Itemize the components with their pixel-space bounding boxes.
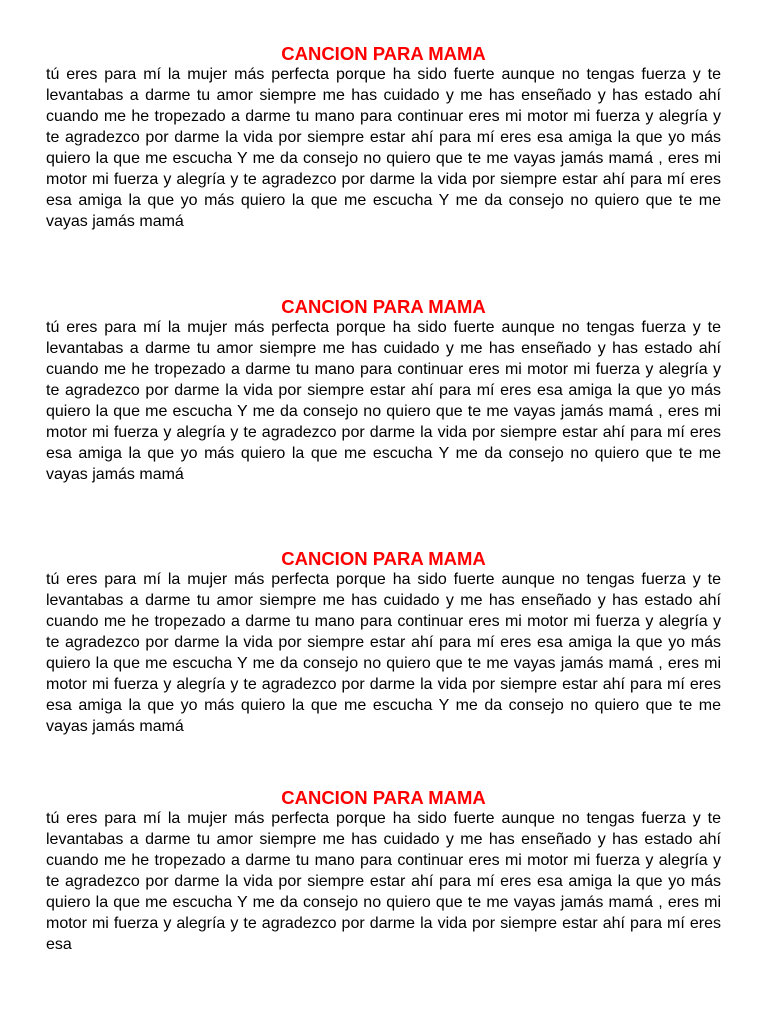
document-page [46, 0, 721, 1024]
section-title: CANCION PARA MAMA [281, 43, 486, 64]
section-title: CANCION PARA MAMA [281, 548, 486, 569]
section-body: tú eres para mí la mujer más perfecta porque ha sido fuerte aunque no tengas fuerza y te levantabas a darme tu amor siempre me has cuidado y me has enseñado y has estado ahí cuando me he tropezado a darme tu mano para continuar eres mi motor mi fuerza y alegría y te agradezco por darme la vida por siempre estar ahí para mí eres esa amiga la que yo más quiero la que me escucha Y me da consejo no quiero que te me vayas jamás mamá , eres mi motor mi fuerza y alegría y te agradezco por darme la vida por siempre estar ahí para mí eres esa amiga la que yo más quiero la que me escucha Y me da consejo no quiero que te me vayas jamás mamá [46, 571, 721, 735]
section-body: tú eres para mí la mujer más perfecta porque ha sido fuerte aunque no tengas fuerza y te levantabas a darme tu amor siempre me has cuidado y me has enseñado y has estado ahí cuando me he tropezado a darme tu mano para continuar eres mi motor mi fuerza y alegría y te agradezco por darme la vida por siempre estar ahí para mí eres esa amiga la que yo más quiero la que me escucha Y me da consejo no quiero que te me vayas jamás mamá , eres mi motor mi fuerza y alegría y te agradezco por darme la vida por siempre estar ahí para mí eres esa [46, 810, 721, 953]
section-body: tú eres para mí la mujer más perfecta porque ha sido fuerte aunque no tengas fuerza y te levantabas a darme tu amor siempre me has cuidado y me has enseñado y has estado ahí cuando me he tropezado a darme tu mano para continuar eres mi motor mi fuerza y alegría y te agradezco por darme la vida por siempre estar ahí para mí eres esa amiga la que yo más quiero la que me escucha Y me da consejo no quiero que te me vayas jamás mamá , eres mi motor mi fuerza y alegría y te agradezco por darme la vida por siempre estar ahí para mí eres esa amiga la que yo más quiero la que me escucha Y me da consejo no quiero que te me vayas jamás mamá [46, 66, 721, 230]
song-section-1 [46, 43, 721, 232]
section-title: CANCION PARA MAMA [281, 296, 486, 317]
song-section-2 [46, 296, 721, 485]
section-title: CANCION PARA MAMA [281, 787, 486, 808]
song-section-4 [46, 787, 721, 976]
song-section-3 [46, 548, 721, 737]
section-body: tú eres para mí la mujer más perfecta porque ha sido fuerte aunque no tengas fuerza y te levantabas a darme tu amor siempre me has cuidado y me has enseñado y has estado ahí cuando me he tropezado a darme tu mano para continuar eres mi motor mi fuerza y alegría y te agradezco por darme la vida por siempre estar ahí para mí eres esa amiga la que yo más quiero la que me escucha Y me da consejo no quiero que te me vayas jamás mamá , eres mi motor mi fuerza y alegría y te agradezco por darme la vida por siempre estar ahí para mí eres esa amiga la que yo más quiero la que me escucha Y me da consejo no quiero que te me vayas jamás mamá [46, 319, 721, 483]
